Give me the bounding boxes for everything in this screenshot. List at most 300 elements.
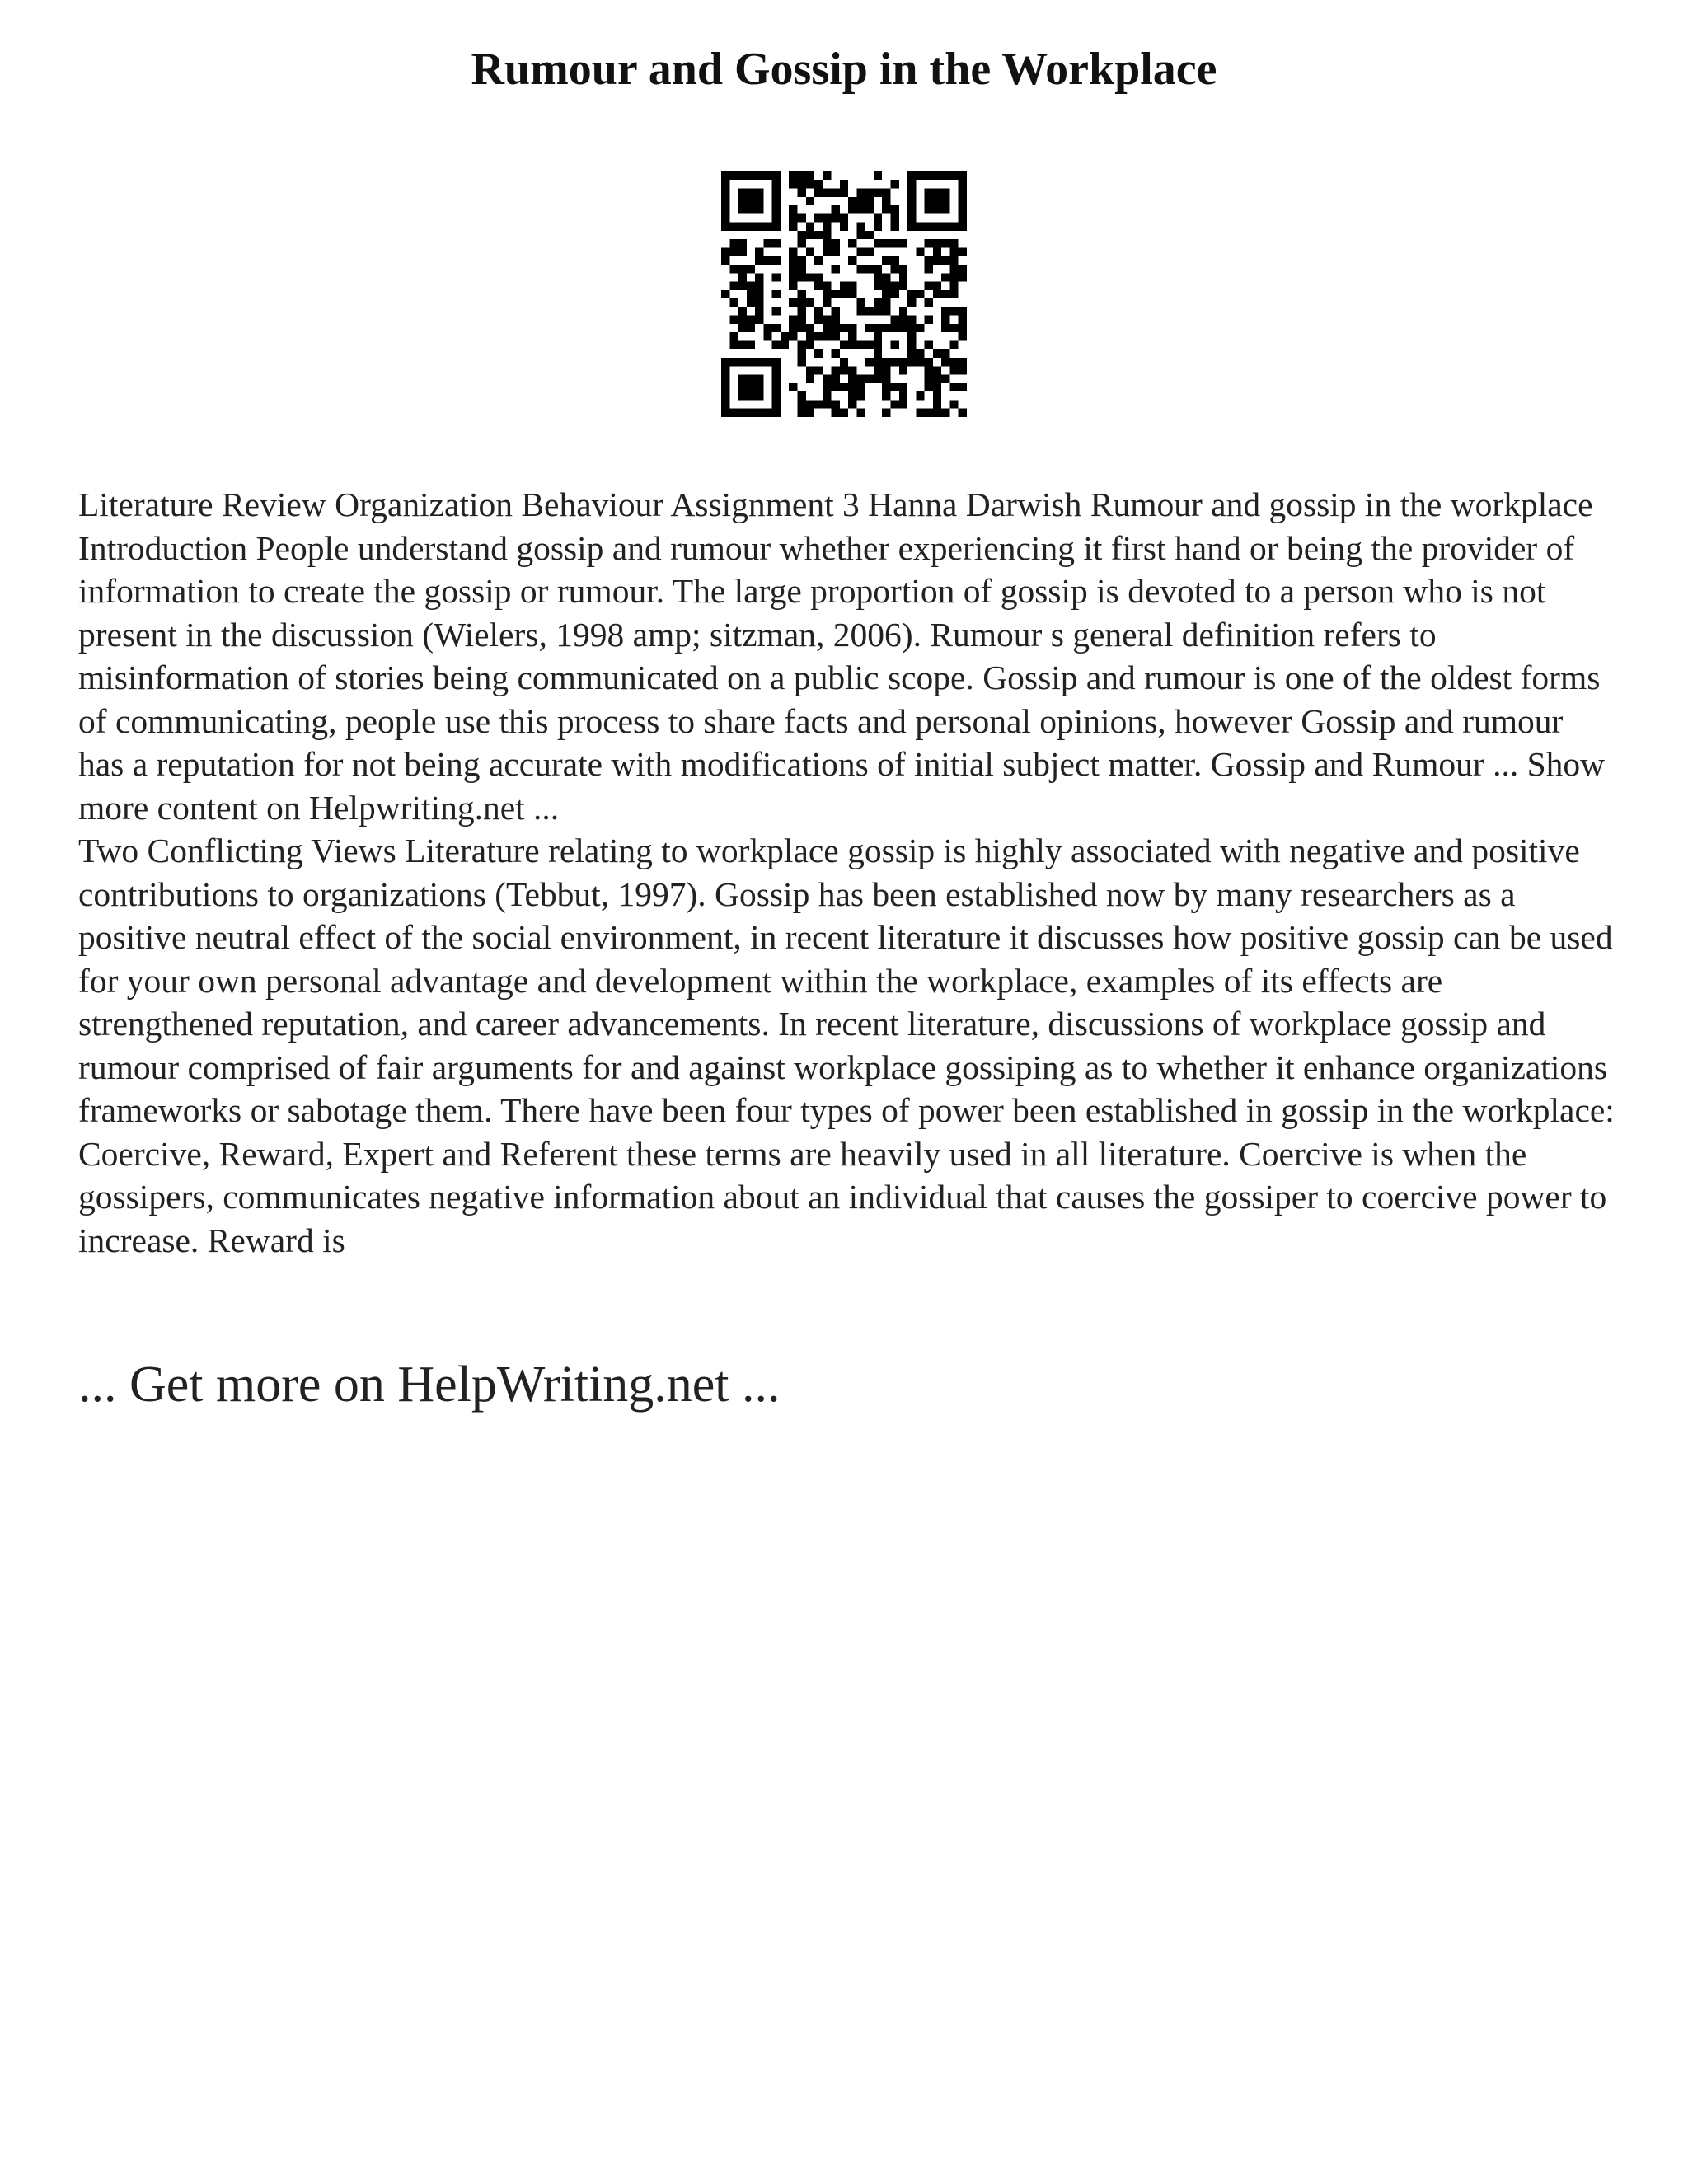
qr-module [814,189,823,197]
qr-module [933,171,941,180]
qr-module [823,171,831,180]
qr-module [874,341,882,349]
qr-module [933,290,941,298]
qr-module [797,400,805,408]
qr-module [789,332,797,340]
qr-module [738,171,747,180]
qr-module [848,239,856,247]
qr-module [840,341,848,349]
qr-module [856,383,865,391]
qr-module [789,316,797,324]
qr-module [797,349,805,358]
qr-module [840,290,848,298]
qr-module [823,247,831,255]
qr-module [747,341,755,349]
qr-module [797,171,805,180]
qr-module [907,358,916,366]
qr-module [840,366,848,374]
qr-module [848,332,856,340]
qr-module [772,366,781,374]
qr-module [891,239,899,247]
qr-module [721,256,729,265]
qr-module [823,298,831,307]
qr-module [907,341,916,349]
qr-module [772,205,781,213]
qr-module [747,391,755,400]
qr-module [755,189,763,197]
qr-module [856,197,865,205]
qr-module [882,366,890,374]
qr-module [797,180,805,188]
qr-module [916,409,924,417]
qr-module [806,375,814,383]
qr-module [840,383,848,391]
qr-module [959,189,967,197]
qr-module [721,180,729,188]
qr-module [797,324,805,332]
qr-module [797,409,805,417]
qr-module [865,324,874,332]
qr-module [848,256,856,265]
qr-module [925,298,933,307]
qr-module [814,316,823,324]
qr-module [933,239,941,247]
qr-module [797,391,805,400]
qr-module [874,358,882,366]
qr-module [941,239,950,247]
qr-module [856,375,865,383]
qr-module [747,197,755,205]
qr-module [925,409,933,417]
qr-module [772,273,781,281]
qr-module [772,375,781,383]
qr-module [763,332,771,340]
qr-module [856,231,865,239]
qr-module [789,180,797,188]
qr-module [755,391,763,400]
qr-module [814,332,823,340]
qr-module [891,316,899,324]
qr-module [729,239,738,247]
qr-module [840,223,848,231]
qr-module [755,290,763,298]
qr-module [891,282,899,290]
qr-module [950,223,958,231]
qr-module [729,409,738,417]
qr-module [925,383,933,391]
qr-module [763,409,771,417]
qr-module [874,273,882,281]
qr-module [941,205,950,213]
qr-module [941,316,950,324]
qr-module [941,256,950,265]
qr-module [806,298,814,307]
qr-module [797,256,805,265]
qr-module [959,180,967,188]
qr-module [729,265,738,273]
qr-module [755,307,763,315]
qr-module [738,383,747,391]
qr-module [755,316,763,324]
qr-module [840,409,848,417]
qr-module [806,366,814,374]
qr-module [747,223,755,231]
qr-module [797,358,805,366]
qr-module [950,366,958,374]
qr-module [941,307,950,315]
qr-module [907,180,916,188]
paragraph-intro: Literature Review Organization Behaviour Assignment 3 Hanna Darwish Rumour and gossip in the workplace Introduction People understand gossip and rumour whether experiencing it first hand or being the provider of information to create the gossip or rumour. The large proportion of gossip is devoted to a person who is not present in the discussion (Wielers, 1998 amp; sitzman, 2006). Rumour s general definition refers to misinformation of stories being communicated on a public scope. Gossip and rumour is one of the oldest forms of communicating, people use this process to share facts and personal opinions, however Gossip and rumour has a reputation for not being accurate with modifications of initial subject matter. Gossip and Rumour ... Show more content on Helpwriting.net ... [78,485,1606,827]
qr-module [882,273,890,281]
qr-module [755,247,763,255]
qr-module [907,213,916,222]
qr-module [907,332,916,340]
qr-module [916,290,924,298]
qr-module [789,205,797,213]
qr-module [797,307,805,315]
qr-module [832,409,840,417]
qr-module [899,358,907,366]
qr-module [806,400,814,408]
qr-module [772,409,781,417]
qr-module [755,273,763,281]
qr-module [772,307,781,315]
qr-module [941,189,950,197]
qr-module [865,197,874,205]
qr-module [916,324,924,332]
qr-module [832,205,840,213]
qr-module [738,189,747,197]
qr-module [738,205,747,213]
qr-module [772,341,781,349]
qr-module [950,383,958,391]
qr-module [755,358,763,366]
qr-module [959,247,967,255]
qr-module [899,282,907,290]
qr-module [848,290,856,298]
qr-module [950,171,958,180]
qr-module [738,375,747,383]
qr-module [848,324,856,332]
qr-module [747,358,755,366]
qr-module [832,316,840,324]
qr-module [772,324,781,332]
qr-module [882,298,890,307]
qr-module [950,265,958,273]
qr-module [865,205,874,213]
qr-module [882,256,890,265]
qr-module [755,298,763,307]
qr-module [721,223,729,231]
qr-module [738,409,747,417]
qr-module [772,400,781,408]
qr-module [832,247,840,255]
qr-module [925,265,933,273]
qr-module [797,265,805,273]
qr-module [840,213,848,222]
qr-module [865,265,874,273]
qr-module [933,205,941,213]
qr-module [823,332,831,340]
qr-module [882,290,890,298]
qr-module [772,290,781,298]
qr-module [738,282,747,290]
qr-module [925,189,933,197]
qr-module [941,197,950,205]
qr-module [874,223,882,231]
qr-module [789,223,797,231]
qr-module [755,256,763,265]
qr-module [959,213,967,222]
qr-module [755,223,763,231]
qr-module [959,265,967,273]
qr-module [781,341,789,349]
qr-module [840,282,848,290]
qr-module [832,349,840,358]
qr-module [933,223,941,231]
qr-module [806,180,814,188]
qr-module [806,324,814,332]
qr-module [899,316,907,324]
qr-module [933,375,941,383]
qr-module [721,383,729,391]
qr-module [916,349,924,358]
qr-module [755,375,763,383]
qr-module [747,282,755,290]
qr-module [891,265,899,273]
qr-module [814,366,823,374]
qr-module [721,366,729,374]
qr-module [806,273,814,281]
qr-module [874,171,882,180]
qr-module [738,316,747,324]
qr-module [789,324,797,332]
qr-module [832,265,840,273]
qr-module [721,409,729,417]
qr-module [941,375,950,383]
qr-module [874,375,882,383]
qr-module [856,247,865,255]
qr-module [882,197,890,205]
qr-module [772,358,781,366]
qr-module [738,324,747,332]
qr-module [941,409,950,417]
qr-module [840,324,848,332]
qr-module [772,189,781,197]
qr-module [747,383,755,391]
get-more-link[interactable]: ... Get more on HelpWriting.net ... [78,1357,781,1413]
qr-module [789,383,797,391]
qr-module [840,189,848,197]
qr-module [907,171,916,180]
qr-module [797,341,805,349]
qr-module [738,341,747,349]
qr-module [882,358,890,366]
paragraph-conflicting-views: Two Conflicting Views Literature relating to workplace gossip is highly associated with negative and positive contributions to organizations (Tebbut, 1997). Gossip has been established now by many researchers as a positive neutral effect of the social environment, in recent literature it discusses how positive gossip can be used for your own personal advantage and development within the workplace, examples of its effects are strengthened reputation, and career advancements. In recent literature, discussions of workplace gossip and rumour comprised of fair arguments for and against workplace gossiping as to whether it enhance organizations frameworks or sabotage them. There have been four types of power been established in gossip in the workplace: Coercive, Reward, Expert and Referent these terms are heavily used in all literature. Coercive is when the gossipers, communicates negative information about an individual that causes the gossiper to coercive power to increase. Reward is [78,832,1615,1259]
qr-module [823,316,831,324]
qr-module [814,282,823,290]
qr-module [941,171,950,180]
qr-module [832,307,840,315]
qr-module [721,205,729,213]
qr-module [925,239,933,247]
qr-module [814,273,823,281]
qr-module [891,341,899,349]
qr-module [797,231,805,239]
qr-module [874,307,882,315]
qr-module [907,324,916,332]
qr-module [814,231,823,239]
qr-module [941,349,950,358]
qr-module [747,290,755,298]
qr-module [907,349,916,358]
qr-module [882,205,890,213]
qr-module [755,205,763,213]
qr-module [856,265,865,273]
qr-module [848,205,856,213]
qr-module [772,391,781,400]
qr-module [832,366,840,374]
qr-module [797,213,805,222]
qr-module [832,189,840,197]
qr-module [933,197,941,205]
qr-module [941,290,950,298]
qr-module [959,358,967,366]
qr-module [907,298,916,307]
qr-module [747,189,755,197]
qr-module [925,375,933,383]
qr-module [721,400,729,408]
qr-module [891,205,899,213]
qr-module [899,400,907,408]
qr-module [814,256,823,265]
qr-module [747,171,755,180]
qr-module [950,358,958,366]
qr-module [789,256,797,265]
qr-module [916,171,924,180]
qr-module [789,282,797,290]
qr-module [840,358,848,366]
qr-module [891,213,899,222]
qr-module [721,375,729,383]
qr-module [865,341,874,349]
qr-module [899,273,907,281]
qr-module [856,341,865,349]
qr-module [933,383,941,391]
qr-module [950,341,958,349]
qr-module [721,197,729,205]
qr-module [899,265,907,273]
qr-module [814,400,823,408]
qr-module [899,366,907,374]
qr-module [959,316,967,324]
qr-module [789,265,797,273]
qr-module [950,290,958,298]
qr-module [907,316,916,324]
qr-module [950,273,958,281]
qr-module [856,223,865,231]
qr-module [789,247,797,255]
qr-module [925,282,933,290]
qr-module [882,383,890,391]
qr-module [823,400,831,408]
qr-module [721,290,729,298]
qr-module [916,223,924,231]
qr-module [856,205,865,213]
qr-module [959,324,967,332]
qr-module [789,273,797,281]
qr-module [899,239,907,247]
qr-module [729,171,738,180]
qr-module [950,324,958,332]
qr-module [933,256,941,265]
qr-module [959,383,967,391]
qr-module [832,290,840,298]
qr-module [848,341,856,349]
qr-module [950,282,958,290]
qr-module [823,223,831,231]
qr-module [729,316,738,324]
qr-module [874,213,882,222]
qr-module [755,171,763,180]
qr-module [933,282,941,290]
qr-module [882,189,890,197]
qr-module [925,366,933,374]
qr-module [806,247,814,255]
qr-module [959,171,967,180]
qr-module [916,358,924,366]
qr-module [874,282,882,290]
qr-module [899,391,907,400]
qr-module [856,391,865,400]
qr-module [959,409,967,417]
qr-module [721,213,729,222]
qr-module [941,223,950,231]
qr-module [832,324,840,332]
qr-module [806,332,814,340]
qr-module [797,239,805,247]
qr-module [899,383,907,391]
qr-module [806,197,814,205]
qr-module [823,375,831,383]
qr-module [806,409,814,417]
qr-module [907,197,916,205]
qr-module [874,332,882,340]
qr-module [925,171,933,180]
qr-module [721,247,729,255]
qr-module [891,223,899,231]
qr-module [763,358,771,366]
qr-module [882,375,890,383]
qr-module [959,223,967,231]
qr-module [738,265,747,273]
qr-module [729,247,738,255]
qr-code-graphic [721,171,967,417]
qr-module [738,247,747,255]
qr-module [856,409,865,417]
qr-module [797,316,805,324]
qr-module [899,324,907,332]
qr-module [738,391,747,400]
qr-module [832,332,840,340]
qr-module [874,366,882,374]
qr-module [950,247,958,255]
qr-module [747,205,755,213]
qr-module [729,282,738,290]
page-title: Rumour and Gossip in the Workplace [471,44,1217,95]
qr-module [772,180,781,188]
qr-module [747,324,755,332]
